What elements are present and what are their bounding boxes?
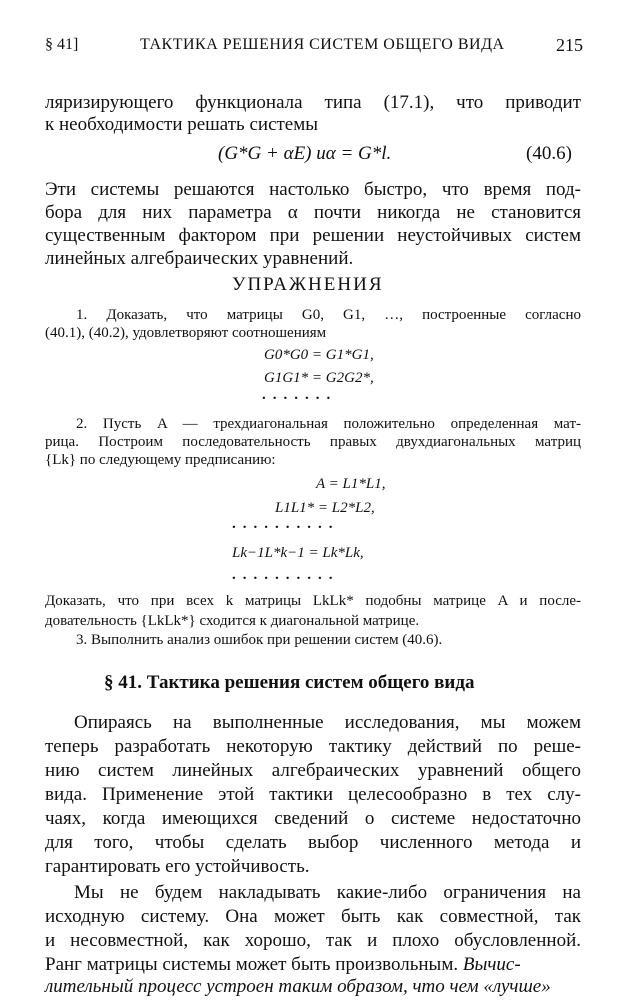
s41-p2-line-2: исходную систему. Она может быть как совместной, так [45, 906, 581, 927]
intro-line-2: к необходимости решать системы [45, 114, 319, 135]
exercises-heading: УПРАЖНЕНИЯ [232, 274, 384, 295]
para2-line-2: бора для них параметра α почти никогда не становится [45, 202, 581, 223]
ex2-formula-2: L1L1* = L2*L2, [275, 500, 375, 516]
header-section-ref: § 41] [45, 36, 79, 53]
ex2-line-2: рица. Построим последовательность правых двухдиагональных матриц [45, 434, 581, 450]
intro-line-1: ляризирующего функционала типа (17.1), что приводит [45, 92, 581, 113]
s41-p2-line-1: Мы не будем накладывать какие-либо ограничения на [74, 882, 581, 903]
ex2-dots-1: .......... [232, 516, 340, 532]
ex2-conclusion-2: довательность {LkLk*} сходится к диагональной матрице. [45, 613, 420, 629]
section-title: § 41. Тактика решения систем общего вида [104, 672, 475, 693]
s41-p2-line-4-text: Ранг матрицы системы может быть произвольным. [45, 954, 459, 975]
ex1-line-2: (40.1), (40.2), удовлетворяют соотношениям [45, 325, 327, 341]
s41-p1-line-7: гарантировать его устойчивость. [45, 856, 310, 877]
running-title: ТАКТИКА РЕШЕНИЯ СИСТЕМ ОБЩЕГО ВИДА [140, 36, 505, 53]
ex2-formula-3: Lk−1L*k−1 = Lk*Lk, [232, 545, 364, 561]
s41-p1-line-3: нию систем линейных алгебраических уравнений общего [45, 760, 581, 781]
equation-40-6: (G*G + αE) uα = G*l. [218, 143, 392, 164]
equation-number: (40.6) [526, 143, 572, 164]
ex1-dots: ....... [262, 387, 338, 403]
ex2-line-1: 2. Пусть A — трехдиагональная положительно определенная мат- [76, 416, 581, 432]
s41-p2-line-3: и несовместной, как хорошо, так и плохо обусловленной. [45, 930, 581, 951]
ex2-conclusion-1: Доказать, что при всех k матрицы LkLk* подобны матрице A и после- [45, 593, 581, 609]
s41-p2-line-4 [45, 954, 521, 976]
page-number: 215 [556, 35, 583, 55]
ex2-formula-1: A = L1*L1, [316, 476, 386, 492]
s41-p2-line-5: лительный процесс устроен таким образом, что чем «лучше» [45, 976, 551, 997]
ex1-line-1: 1. Доказать, что матрицы G0, G1, …, построенные согласно [76, 307, 581, 323]
s41-p1-line-4: вида. Применение этой тактики целесообразно в тех слу- [45, 784, 581, 805]
para2-line-1: Эти системы решаются настолько быстро, что время под- [45, 179, 581, 200]
s41-p1-line-1: Опираясь на выполненные исследования, мы можем [74, 712, 581, 733]
ex2-dots-2: .......... [232, 567, 340, 583]
s41-p1-line-5: чаях, когда имеющихся сведений о системе недостаточно [45, 808, 581, 829]
ex3-line: 3. Выполнить анализ ошибок при решении систем (40.6). [76, 632, 443, 648]
ex1-formula-1: G0*G0 = G1*G1, [264, 347, 374, 363]
para2-line-4: линейных алгебраических уравнений. [45, 248, 354, 269]
para2-line-3: существенным фактором при решении неустойчивых систем [45, 225, 581, 246]
ex1-formula-2: G1G1* = G2G2*, [264, 370, 374, 386]
ex2-line-3: {Lk} по следующему предписанию: [45, 452, 276, 468]
s41-p1-line-6: для того, чтобы сделать выбор численного метода и [45, 832, 581, 853]
s41-p1-line-2: теперь разработать некоторую тактику действий по реше- [45, 736, 581, 757]
s41-p2-italic-tail: Вычис- [462, 954, 521, 975]
